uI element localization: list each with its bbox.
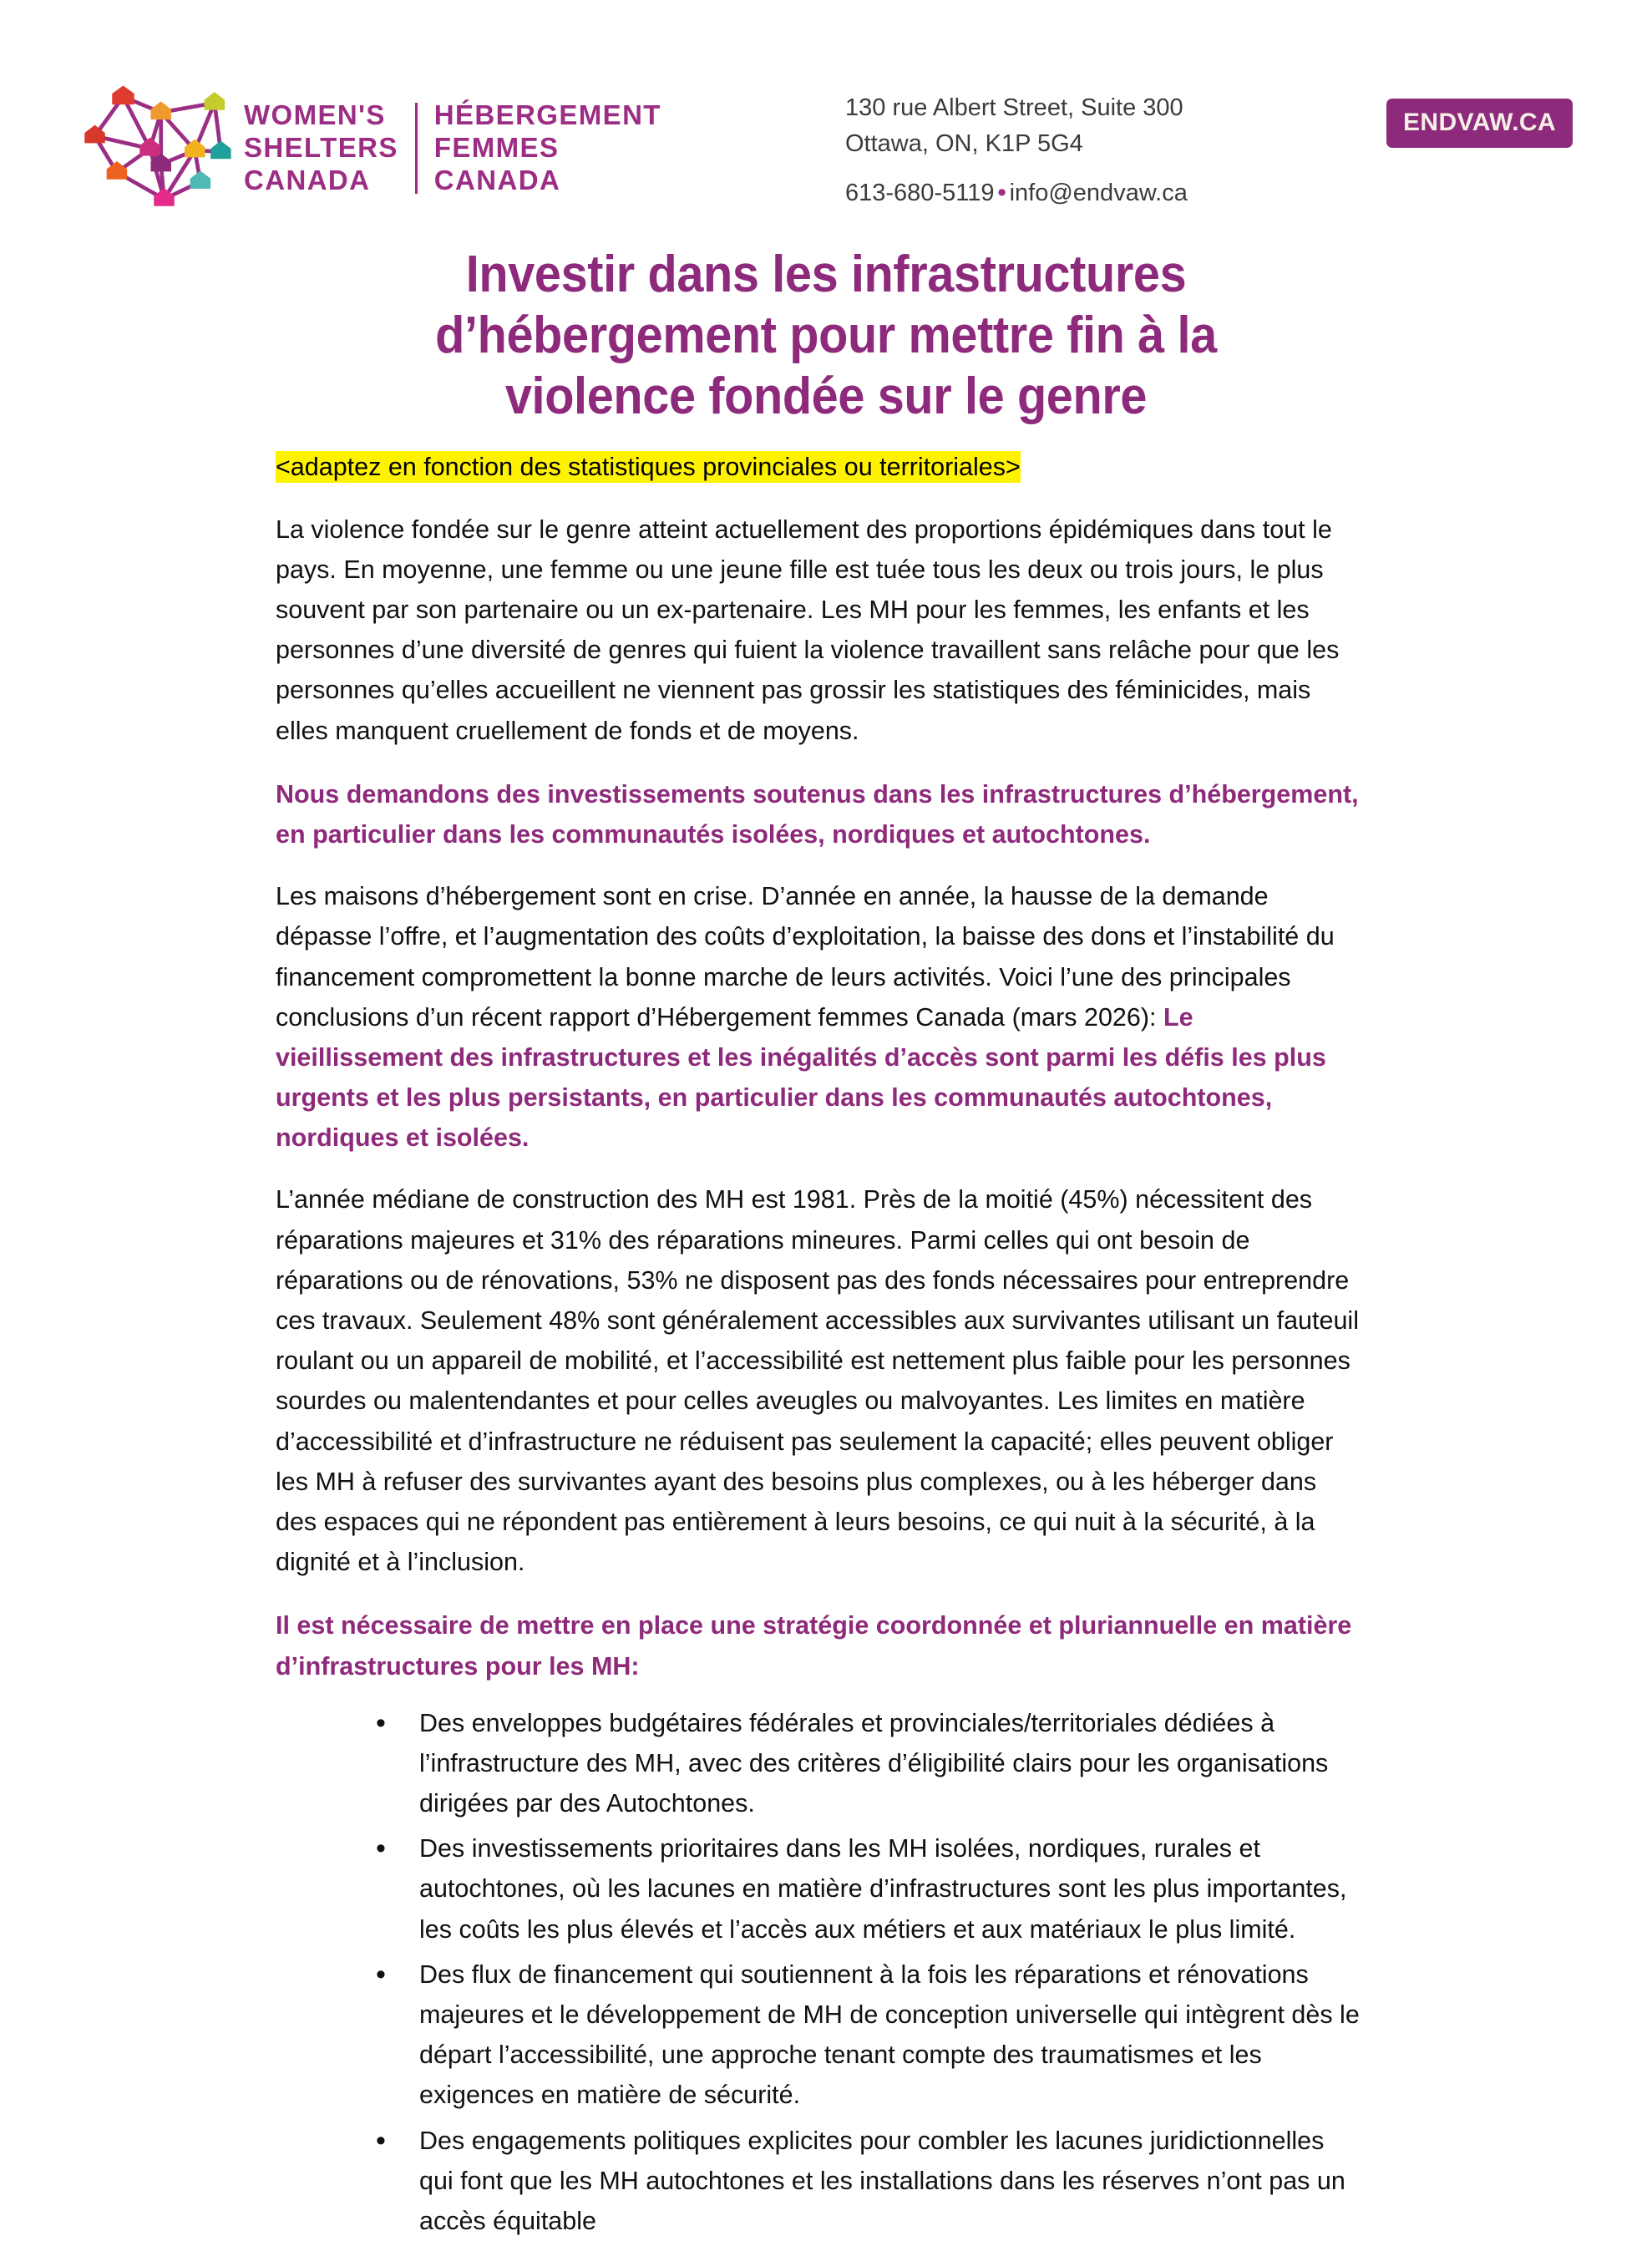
logo-wordmark	[244, 99, 661, 197]
wordmark-fr-line-1: HÉBERGEMENT	[433, 99, 661, 131]
crisis-accent-text: Le vieillissement des infrastructures et les inégalités d’accès sont parmi les défis les plus urgents et les plus persistants, en particulier dans les communautés autochtones, nordiques et isolées.	[276, 1002, 1326, 1153]
endvaw-website-badge[interactable]: ENDVAW.CA	[1386, 99, 1573, 148]
document-header	[0, 0, 1652, 226]
email-address[interactable]: info@endvaw.ca	[1009, 179, 1188, 206]
wordmark-en-line-2: SHELTERS	[244, 132, 398, 164]
wordmark-en-line-1: WOMEN'S	[244, 99, 386, 131]
paragraph-strategy-heading: Il est nécessaire de mettre en place une stratégie coordonnée et pluriannuelle en matière d’infrastructures pour les MH:	[276, 1611, 1352, 1681]
wordmark-french	[434, 99, 661, 197]
highlighted-instruction: <adaptez en fonction des statistiques provinciales ou territoriales>	[276, 453, 1021, 482]
wordmark-fr-line-2: FEMMES	[433, 132, 560, 164]
crisis-lead-text: Les maisons d’hébergement sont en crise. D’année en année, la hausse de la demande dépasse l’offre, et l’augmentation des coûts d’exploitation, la baisse des dons et l’instabilité du financement compromettent la bonne marche de leurs activités. Voici l’une des principales conclusions d’un récent rapport d’Hébergement femmes Canada (mars 2026):	[276, 882, 1335, 1032]
wordmark-english	[244, 99, 398, 197]
address-line-2: Ottawa, ON, K1P 5G4	[845, 129, 1083, 157]
paragraph-statistics: L’année médiane de construction des MH est 1981. Près de la moitié (45%) nécessitent des réparations majeures et 31% des réparations mineures. Parmi celles qui ont besoin de réparations ou de rénovations, 53% ne disposent pas des fonds nécessaires pour entreprendre ces travaux. Seulement 48% sont généralement accessibles aux survivantes utilisant un fauteuil roulant ou un appareil de mobilité, et l’accessibilité est nettement plus faible pour les personnes sourdes ou malentendantes et pour celles aveugles ou malvoyantes. Les limites en matière d’accessibilité et d’infrastructure ne réduisent pas seulement la capacité; elles peuvent obliger les MH à refuser des survivantes ayant des besoins plus complexes, ou à les héberger dans des espaces qui ne répondent pas entièrement à leurs besoins, ce qui nuit à la sécurité, à la dignité et à l’inclusion.	[276, 1185, 1359, 1577]
contact-phone-email	[845, 175, 1188, 211]
paragraph-intro: La violence fondée sur le genre atteint actuellement des proportions épidémiques dans tout le pays. En moyenne, une femme ou une jeune fille est tuée tous les deux ou trois jours, le plus souvent par son partenaire ou un ex-partenaire. Les MH pour les femmes, les enfants et les personnes d’une diversité de genres qui fuient la violence travaillent sans relâche pour que les personnes qu’elles accueillent ne viennent pas grossir les statistiques des féminicides, mais elles manquent cruellement de fonds et de moyens.	[276, 515, 1340, 745]
bullet-separator-icon: •	[997, 179, 1006, 206]
page-title: Investir dans les infrastructures d’hébergement pour mettre fin à la violence fondée sur le genre	[435, 246, 1217, 426]
wordmark-divider	[415, 103, 418, 194]
document-body	[276, 447, 1361, 2241]
recommendations-list	[276, 1703, 1361, 2241]
phone-number[interactable]: 613-680-5119	[845, 179, 995, 206]
paragraph-ask: Nous demandons des investissements soutenus dans les infrastructures d’hébergement, en particulier dans les communautés isolées, nordiques et autochtones.	[276, 779, 1359, 849]
wordmark-en-line-3: CANADA	[244, 164, 371, 195]
list-item: • Des flux de financement qui soutiennent à la fois les réparations et rénovations majeures et le développement de MH de conception universelle qui intègrent dès le départ l’accessibilité, une approche tenant compte des traumatismes et les exigences en matière de sécurité.	[376, 1955, 1361, 2116]
list-item: • Des enveloppes budgétaires fédérales et provinciales/territoriales dédiées à l’infrastructure des MH, avec des critères d’éligibilité clairs pour les organisations dirigées par des Autochtones.	[376, 1703, 1361, 1824]
list-item: • Des engagements politiques explicites pour combler les lacunes juridictionnelles qui font que les MH autochtones et les installations dans les réserves n’ont pas un accès équitable	[376, 2121, 1361, 2241]
wordmark-fr-line-3: CANADA	[433, 164, 561, 195]
contact-information	[845, 90, 1188, 211]
shelter-network-logo-icon	[82, 79, 232, 217]
organization-logo	[82, 79, 661, 217]
adaptation-note	[276, 447, 1361, 487]
list-item: • Des investissements prioritaires dans les MH isolées, nordiques, rurales et autochtones, où les lacunes en matière d’infrastructures sont les plus importantes, les coûts les plus élevés et l’accès aux métiers et aux matériaux le plus limité.	[376, 1828, 1361, 1949]
paragraph-crisis	[276, 876, 1361, 1158]
address-line-1: 130 rue Albert Street, Suite 300	[845, 94, 1183, 121]
